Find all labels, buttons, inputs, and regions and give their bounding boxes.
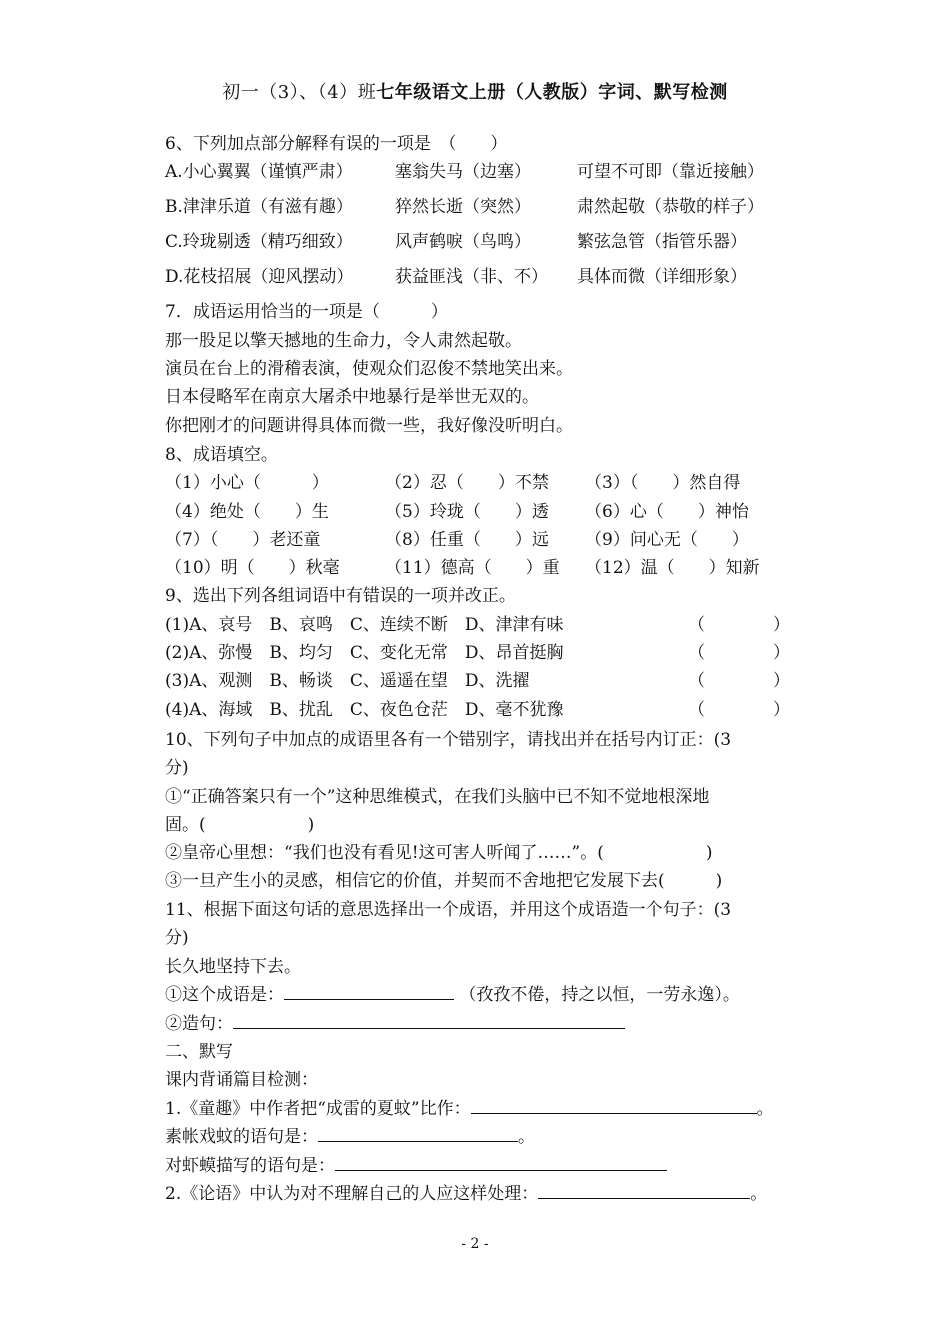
q8-blank-item: （10）明（ ）秋毫 — [165, 558, 340, 578]
answer-blank[interactable] — [318, 1127, 518, 1142]
recite-end: 。 — [518, 1127, 535, 1147]
q10-sentence-1-end: 固。( ) — [165, 815, 315, 835]
q9-group-row: (1)A、哀号 B、哀鸣 C、连续不断 D、津津有味 — [165, 615, 564, 635]
q10-sentence-3: ③一旦产生小的灵感，相信它的价值，并契而不舍地把它发展下去( ) — [165, 871, 723, 891]
q11-choices: （孜孜不倦，持之以恒，一劳永逸）。 — [459, 985, 740, 1005]
recite-end: 。 — [756, 1099, 774, 1119]
q7-option: 你把刚才的问题讲得具体而微一些，我好像没听明白。 — [165, 416, 573, 436]
answer-blank[interactable] — [335, 1156, 667, 1171]
q8-blank-item: （11）德高（ ）重 — [385, 558, 560, 578]
q9-stem: 9、选出下列各组词语中有错误的一项并改正。 — [165, 586, 516, 606]
recite-line-1 — [165, 1097, 774, 1121]
q9-group-row: (4)A、海域 B、扰乱 C、夜色仓茫 D、毫不犹豫 — [165, 700, 564, 720]
header-title: 七年级语文上册（人教版）字词、默写检测 — [376, 82, 728, 103]
q8-blank-item: （3）（ ）然自得 — [585, 473, 741, 493]
answer-paren[interactable]: （ ） — [688, 671, 790, 691]
q7-option: 日本侵略军在南京大屠杀中地暴行是举世无双的。 — [165, 387, 539, 407]
q6-option-item: 繁弦急管（指管乐器） — [577, 232, 747, 252]
q8-blank-item: （2）忍（ ）不禁 — [385, 473, 549, 493]
q6-stem: 6、下列加点部分解释有误的一项是 （ ） — [165, 134, 508, 154]
q11-label-2: ②造句： — [165, 1014, 233, 1034]
q10-sentence-1: ①“正确答案只有一个”这种思维模式，在我们头脑中已不知不觉地根深地 — [165, 787, 710, 807]
q6-option-item: 风声鹤唳（鸟鸣） — [395, 232, 531, 252]
q6-option-item: 猝然长逝（突然） — [395, 197, 531, 217]
header-prefix: 初一（3）、（4）班 — [222, 82, 377, 103]
recite-prompt: 2.《论语》中认为对不理解自己的人应这样处理： — [165, 1184, 539, 1204]
answer-paren[interactable]: （ ） — [688, 643, 790, 663]
q7-stem: 7．成语运用恰当的一项是（ ） — [165, 302, 448, 322]
q8-blank-item: （6）心（ ）神怡 — [585, 502, 749, 522]
q11-answer-line — [165, 983, 740, 1007]
q10-stem-end: 分) — [165, 758, 189, 778]
q6-option-item: 肃然起敬（恭敬的样子） — [577, 197, 764, 217]
q6-option-item: 可望不可即（靠近接触） — [577, 162, 764, 182]
q8-blank-item: （12）温（ ）知新 — [585, 558, 760, 578]
answer-paren[interactable]: （ ） — [688, 615, 790, 635]
q11-stem-end: 分) — [165, 928, 189, 948]
answer-blank[interactable] — [538, 1184, 750, 1199]
section-subtitle: 课内背诵篇目检测： — [165, 1070, 318, 1090]
recite-end: 。 — [750, 1184, 768, 1204]
sentence-blank[interactable] — [233, 1014, 625, 1029]
recite-prompt: 素帐戏蚊的语句是： — [165, 1127, 318, 1147]
recite-prompt: 1.《童趣》中作者把“成雷的夏蚊”比作： — [165, 1099, 471, 1119]
q8-stem: 8、成语填空。 — [165, 445, 278, 465]
page-number: - 2 - — [461, 1236, 489, 1252]
section-title: 二、默写 — [165, 1042, 233, 1062]
q6-option-item: 获益匪浅（非、不） — [395, 267, 548, 287]
q9-group-row: (2)A、弥慢 B、均匀 C、变化无常 D、昂首挺胸 — [165, 643, 564, 663]
q8-blank-item: （5）玲珑（ ）透 — [385, 502, 549, 522]
q6-option-item: D.花枝招展（迎风摆动） — [165, 267, 354, 287]
q6-option-item: B.津津乐道（有滋有趣） — [165, 197, 353, 217]
q7-option: 演员在台上的滑稽表演，使观众们忍俊不禁地笑出来。 — [165, 359, 573, 379]
idiom-blank[interactable] — [284, 985, 454, 1000]
q11-label-1: ①这个成语是： — [165, 985, 284, 1005]
q6-option-item: 塞翁失马（边塞） — [395, 162, 531, 182]
q6-option-item: 具体而微（详细形象） — [577, 267, 747, 287]
answer-blank[interactable] — [471, 1099, 757, 1114]
q11-stem: 11、根据下面这句话的意思选择出一个成语，并用这个成语造一个句子：(3 — [165, 900, 732, 920]
page-header — [0, 78, 950, 104]
q10-sentence-2: ②皇帝心里想：“我们也没有看见!这可害人听闻了……”。( ) — [165, 843, 713, 863]
recite-line-3 — [165, 1154, 667, 1178]
q8-blank-item: （4）绝处（ ）生 — [165, 502, 329, 522]
q11-sentence-line — [165, 1012, 625, 1036]
q6-option-item: A.小心翼翼（谨慎严肃） — [165, 162, 353, 182]
q6-option-item: C.玲珑剔透（精巧细致） — [165, 232, 353, 252]
q9-group-row: (3)A、观测 B、畅谈 C、遥遥在望 D、洗擢 — [165, 671, 530, 691]
recite-line-2 — [165, 1125, 535, 1149]
recite-prompt: 对虾蟆描写的语句是： — [165, 1156, 335, 1176]
q8-blank-item: （1）小心（ ） — [165, 473, 329, 493]
answer-paren[interactable]: （ ） — [688, 700, 790, 720]
q11-meaning: 长久地坚持下去。 — [165, 957, 301, 977]
q8-blank-item: （8）任重（ ）远 — [385, 530, 549, 550]
q8-blank-item: （9）问心无（ ） — [585, 530, 749, 550]
q10-stem: 10、下列句子中加点的成语里各有一个错别字，请找出并在括号内订正：(3 — [165, 730, 732, 750]
recite-line-4 — [165, 1182, 767, 1206]
q7-option: 那一股足以擎天撼地的生命力，令人肃然起敬。 — [165, 331, 522, 351]
q8-blank-item: （7）（ ）老还童 — [165, 530, 321, 550]
